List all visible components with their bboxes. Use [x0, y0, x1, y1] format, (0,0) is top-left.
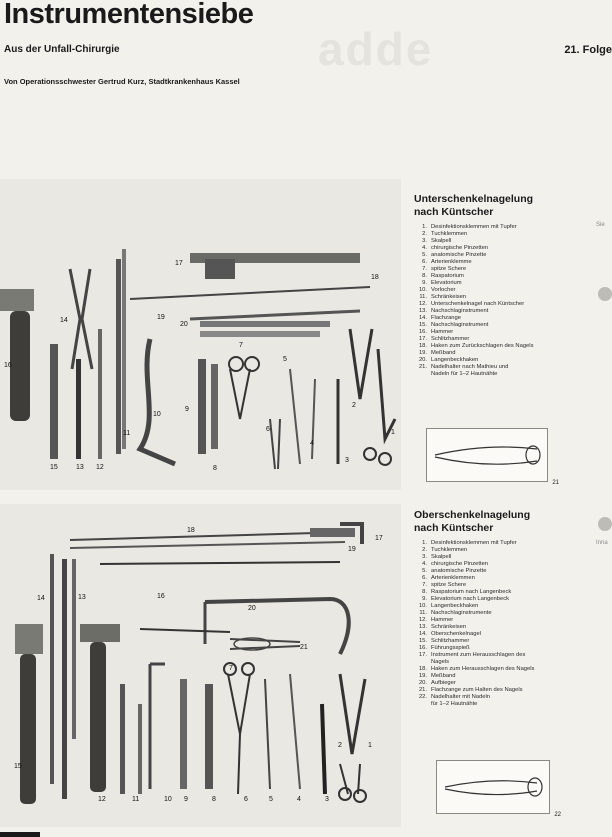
photo-label: 10 [153, 411, 161, 418]
photo-label: 13 [78, 594, 86, 601]
author-line: Von Operationsschwester Gertrud Kurz, Stadtkrankenhaus Kassel [4, 77, 240, 86]
list-item: 21. Nadelhalter nach Mathieu und [418, 364, 509, 370]
photo-label: 5 [269, 796, 273, 803]
photo-label: 15 [50, 464, 58, 471]
sketch-label: 21 [552, 480, 559, 486]
margin-circle-icon [598, 287, 612, 301]
photo-label: 11 [132, 796, 140, 803]
needle-holder-sketch [436, 760, 561, 818]
background-watermark: adde [318, 23, 434, 75]
photo-label: 19 [157, 314, 165, 321]
list-item: 1. Desinfektionsklemmen mit Tupfer [422, 540, 517, 546]
photo-label: 4 [310, 440, 314, 447]
photo-label: 2 [338, 742, 342, 749]
photo-label: 15 [14, 763, 22, 770]
photo-label: 3 [345, 457, 349, 464]
list-item: 3. Skalpell [422, 238, 452, 244]
photo-label: 6 [244, 796, 248, 803]
list-item: 8. Raspatorium [422, 273, 464, 279]
needle-holder-sketch [426, 428, 559, 486]
photo-label: 20 [248, 605, 256, 612]
photo-label: 11 [123, 430, 131, 437]
photo-label: 21 [300, 644, 308, 651]
photo-label: 4 [297, 796, 301, 803]
list-item: 5. anatomische Pinzette [422, 252, 487, 258]
section-unterschenkel [414, 193, 594, 378]
list-item: 20. Aufbieger [418, 680, 456, 686]
list-item: 19. Meßband [418, 673, 456, 679]
photo-label: 3 [325, 796, 329, 803]
list-item: 19. Meßband [418, 350, 456, 356]
list-item: 15. Nachschlaginstrument [418, 322, 489, 328]
section-oberschenkel [414, 509, 594, 708]
episode-number: 21. Folge [564, 44, 612, 56]
photo-label: 1 [391, 429, 395, 436]
list-item: 12. Hammer [418, 617, 454, 623]
list-item: 12. Unterschenkelnagel nach Küntscher [418, 301, 525, 307]
list-item: 17. Instrument zum Herausschlagen des [418, 652, 526, 658]
margin-note: Inna [596, 540, 608, 546]
section-title: Unterschenkelnagelung nach Küntscher [414, 193, 534, 218]
photo-label: 2 [352, 402, 356, 409]
margin-circle-icon [598, 517, 612, 531]
list-item: 20. Langenbeckhaken [418, 357, 479, 363]
photo-label: 9 [185, 406, 189, 413]
list-item: für 1–2 Hautnähte [431, 701, 478, 707]
list-item: 15. Schlitzhammer [418, 638, 470, 644]
photo-label: 16 [4, 362, 12, 369]
photo-label: 19 [348, 546, 356, 553]
photo-label: 18 [187, 527, 195, 534]
photo-label: 6 [266, 426, 270, 433]
photo-label: 13 [76, 464, 84, 471]
list-item: 13. Nachschlaginstrument [418, 308, 489, 314]
list-item: 1. Desinfektionsklemmen mit Tupfer [422, 224, 517, 230]
list-item: 7. spitze Schere [422, 266, 467, 272]
list-item: 2. Tuchklemmen [422, 547, 468, 553]
list-item: 7. spitze Schere [422, 582, 467, 588]
photo-label: 7 [239, 342, 243, 349]
list-item: 13. Schränkeisen [418, 624, 467, 630]
photo-label: 17 [175, 260, 183, 267]
photo-label: 8 [213, 465, 217, 472]
photo-label: 9 [184, 796, 188, 803]
instruments-illustration-bottom [0, 504, 401, 827]
page-title: Instrumentensiebe [4, 0, 254, 30]
list-item: Nagels [431, 659, 450, 665]
list-item: 14. Flachzange [418, 315, 461, 321]
list-item: 4. chirurgische Pinzetten [422, 245, 489, 251]
margin-note: Sie [596, 222, 605, 228]
instruments-photo-top [0, 179, 401, 490]
photo-label: 12 [96, 464, 104, 471]
list-item: 16. Hammer [418, 329, 454, 335]
list-item: Nadeln für 1–2 Hautnähte [431, 371, 498, 377]
photo-label: 20 [180, 321, 188, 328]
list-item: 3. Skalpell [422, 554, 452, 560]
list-item: 5. anatomische Pinzette [422, 568, 487, 574]
list-item: 6. Arterienklemme [422, 259, 472, 265]
list-item: 10. Langenbeckhaken [418, 603, 479, 609]
list-item: 11. Nachschlaginstrumente [419, 610, 492, 616]
instrument-list [414, 224, 594, 378]
list-item: 10. Vorlocher [418, 287, 456, 293]
sketch-label: 22 [554, 812, 561, 818]
photo-label: 14 [60, 317, 68, 324]
list-item: 22. Nadelhalter mit Nadeln [418, 694, 490, 700]
list-item: 11. Schränkeisen [419, 294, 467, 300]
list-item: 9. Elevatorium nach Langenbeck [422, 596, 509, 602]
page-subtitle: Aus der Unfall-Chirurgie [4, 44, 120, 55]
list-item: 16. Führungsspieß [418, 645, 470, 651]
photo-label: 17 [375, 535, 383, 542]
photo-label: 7 [229, 665, 233, 672]
list-item: 18. Haken zum Herausschlagen des Nagels [418, 666, 535, 672]
instrument-list [414, 540, 594, 708]
photo-label: 10 [164, 796, 172, 803]
list-item: 17. Schlitzhammer [418, 336, 470, 342]
list-item: 21. Flachzange zum Halten des Nagels [418, 687, 523, 693]
photo-label: 14 [37, 595, 45, 602]
list-item: 6. Arterienklemmen [422, 575, 475, 581]
list-item: 2. Tuchklemmen [422, 231, 468, 237]
list-item: 4. chirurgische Pinzetten [422, 561, 489, 567]
list-item: 14. Oberschenkelnagel [418, 631, 481, 637]
photo-label: 8 [212, 796, 216, 803]
list-item: 18. Haken zum Zurückschlagen des Nagels [418, 343, 534, 349]
instruments-photo-bottom [0, 504, 401, 827]
photo-label: 1 [368, 742, 372, 749]
list-item: 8. Raspatorium nach Langenbeck [422, 589, 512, 595]
photo-label: 12 [98, 796, 106, 803]
list-item: 9. Elevatorium [422, 280, 462, 286]
section-title: Oberschenkelnagelung nach Küntscher [414, 509, 531, 534]
photo-label: 16 [157, 593, 165, 600]
photo-label: 18 [371, 274, 379, 281]
photo-label: 5 [283, 356, 287, 363]
footer-bar [0, 832, 40, 837]
instruments-illustration-top [0, 179, 401, 490]
